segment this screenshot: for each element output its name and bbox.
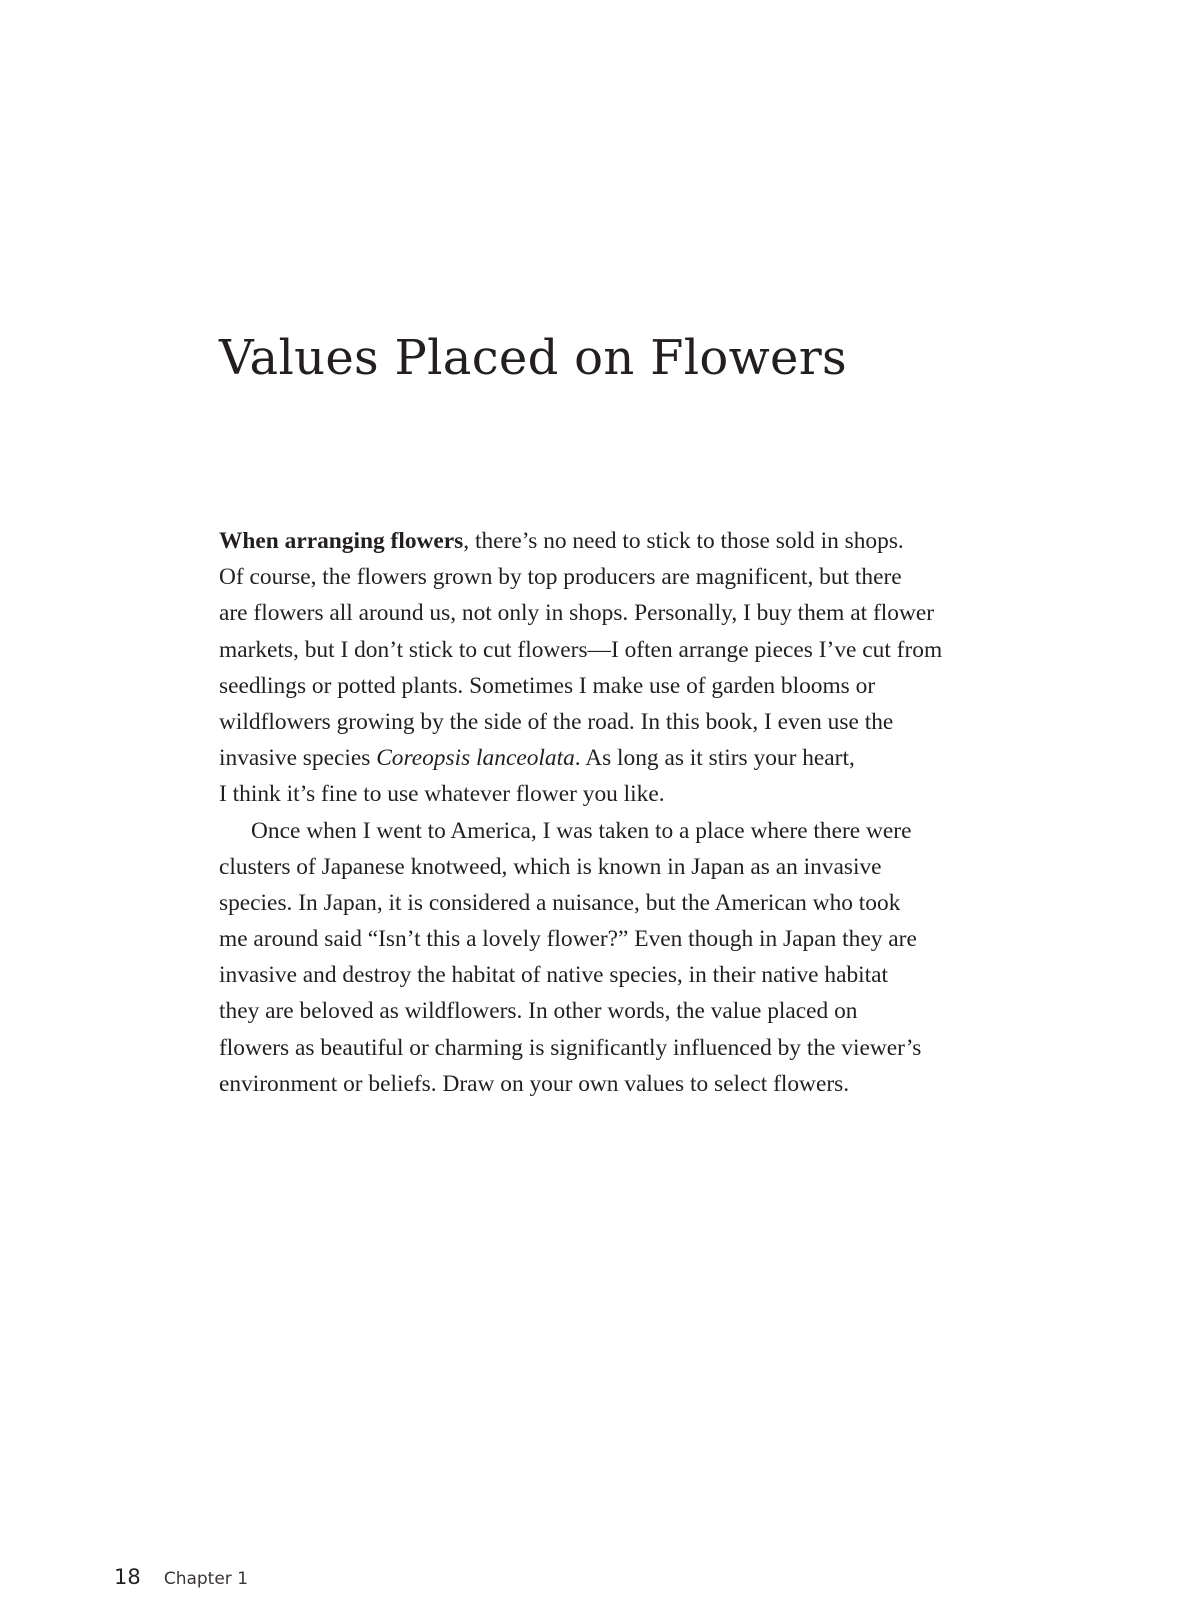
text-line: they are beloved as wildflowers. In other words, the value placed on bbox=[219, 998, 858, 1025]
text-line: wildflowers growing by the side of the road. In this book, I even use the bbox=[219, 708, 894, 735]
text-line: species. In Japan, it is considered a nuisance, but the American who took bbox=[219, 889, 901, 916]
body-text bbox=[219, 523, 979, 1102]
text-fragment: . As long as it stirs your heart, bbox=[574, 745, 855, 772]
species-name: Coreopsis lanceolata bbox=[376, 745, 575, 772]
text-line: flowers as beautiful or charming is significantly influenced by the viewer’s bbox=[219, 1034, 922, 1061]
lead-in-phrase: When arranging flowers bbox=[219, 528, 464, 554]
text-line: invasive and destroy the habitat of native species, in their native habitat bbox=[219, 962, 889, 989]
text-line bbox=[219, 523, 979, 559]
text-line: Of course, the flowers grown by top producers are magnificent, but there bbox=[219, 564, 902, 591]
page-footer bbox=[114, 1565, 248, 1589]
text-fragment: , there’s no need to stick to those sold in shops. bbox=[463, 528, 904, 554]
text-line: I think it’s fine to use whatever flower you like. bbox=[219, 781, 665, 808]
page-title: Values Placed on Flowers bbox=[219, 330, 847, 386]
text-fragment: invasive species bbox=[219, 745, 377, 772]
paragraph bbox=[219, 523, 979, 813]
text-line: me around said “Isn’t this a lovely flower?” Even though in Japan they are bbox=[219, 926, 917, 953]
text-line: seedlings or potted plants. Sometimes I make use of garden blooms or bbox=[219, 672, 876, 699]
paragraph bbox=[219, 813, 979, 1103]
text-line: environment or beliefs. Draw on your own values to select flowers. bbox=[219, 1070, 850, 1097]
text-line: clusters of Japanese knotweed, which is known in Japan as an invasive bbox=[219, 853, 882, 880]
text-line: markets, but I don’t stick to cut flowers—I often arrange pieces I’ve cut from bbox=[219, 636, 943, 663]
chapter-label: Chapter 1 bbox=[163, 1569, 249, 1589]
text-line bbox=[219, 740, 979, 776]
text-line: Once when I went to America, I was taken to a place where there were bbox=[251, 817, 912, 844]
page-number: 18 bbox=[114, 1565, 141, 1589]
text-line: are flowers all around us, not only in shops. Personally, I buy them at flower bbox=[219, 600, 935, 627]
